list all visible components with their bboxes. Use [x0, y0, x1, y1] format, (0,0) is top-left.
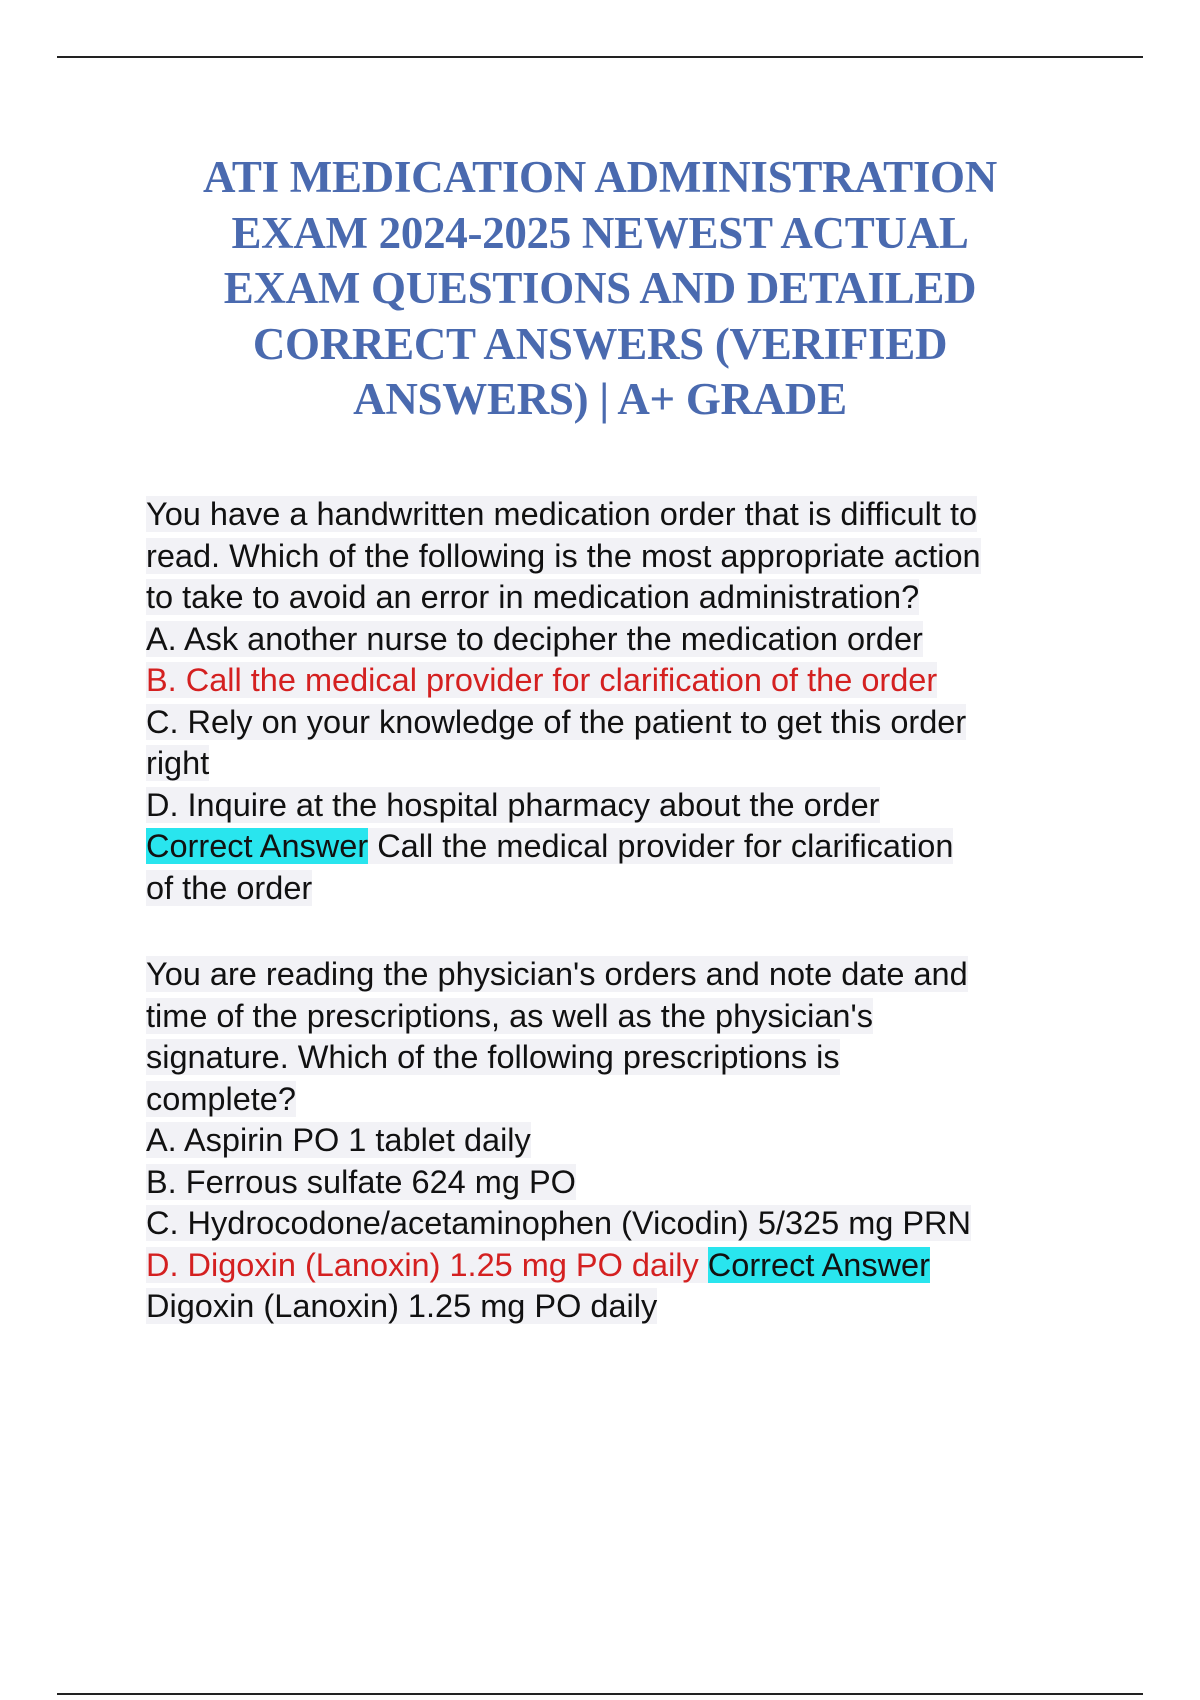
option-a: A. Ask another nurse to decipher the medication order	[146, 620, 923, 657]
title-line: EXAM 2024-2025 NEWEST ACTUAL	[231, 207, 969, 258]
question-stem-line: You are reading the physician's orders and note date and	[146, 956, 968, 992]
option-c: C. Hydrocodone/acetaminophen (Vicodin) 5/325 mg PRN	[146, 1205, 971, 1241]
top-rule	[57, 56, 1143, 58]
question-stem-line: time of the prescriptions, as well as the physician's	[146, 997, 873, 1034]
question-block-1	[146, 494, 1086, 909]
option-d-correct: D. Digoxin (Lanoxin) 1.25 mg PO daily	[146, 1246, 699, 1283]
option-c-continued: right	[146, 745, 210, 781]
question-block-2	[146, 954, 1086, 1328]
answer-text: Call the medical provider for clarification	[377, 828, 954, 864]
option-d-with-answer	[146, 1245, 1086, 1287]
bottom-rule	[57, 1693, 1143, 1695]
option-b: B. Ferrous sulfate 624 mg PO	[146, 1163, 576, 1200]
option-d: D. Inquire at the hospital pharmacy about the order	[146, 786, 880, 823]
answer-line	[146, 1286, 1086, 1328]
title-line: EXAM QUESTIONS AND DETAILED	[223, 263, 977, 313]
option-c: C. Rely on your knowledge of the patient to get this order	[146, 703, 967, 740]
title-line: CORRECT ANSWERS (VERIFIED	[252, 318, 948, 369]
question-stem-line: signature. Which of the following prescriptions is	[146, 1039, 840, 1075]
question-stem-line: You have a handwritten medication order that is difficult to	[146, 496, 978, 532]
question-stem-line: to take to avoid an error in medication administration?	[146, 579, 920, 615]
question-stem-line: complete?	[146, 1080, 296, 1117]
document-title	[140, 150, 1060, 428]
answer-text: Digoxin (Lanoxin) 1.25 mg PO daily	[146, 1288, 658, 1324]
question-stem-line: read. Which of the following is the most appropriate action	[146, 537, 981, 574]
answer-line-continued: of the order	[146, 869, 313, 906]
title-line: ANSWERS) | A+ GRADE	[353, 374, 847, 424]
option-a: A. Aspirin PO 1 tablet daily	[146, 1122, 531, 1158]
title-line: ATI MEDICATION ADMINISTRATION	[203, 152, 997, 202]
answer-line	[146, 826, 1086, 868]
correct-answer-tag: Correct Answer	[707, 1246, 930, 1283]
option-b-correct: B. Call the medical provider for clarification of the order	[146, 662, 938, 698]
correct-answer-tag: Correct Answer	[146, 828, 369, 864]
